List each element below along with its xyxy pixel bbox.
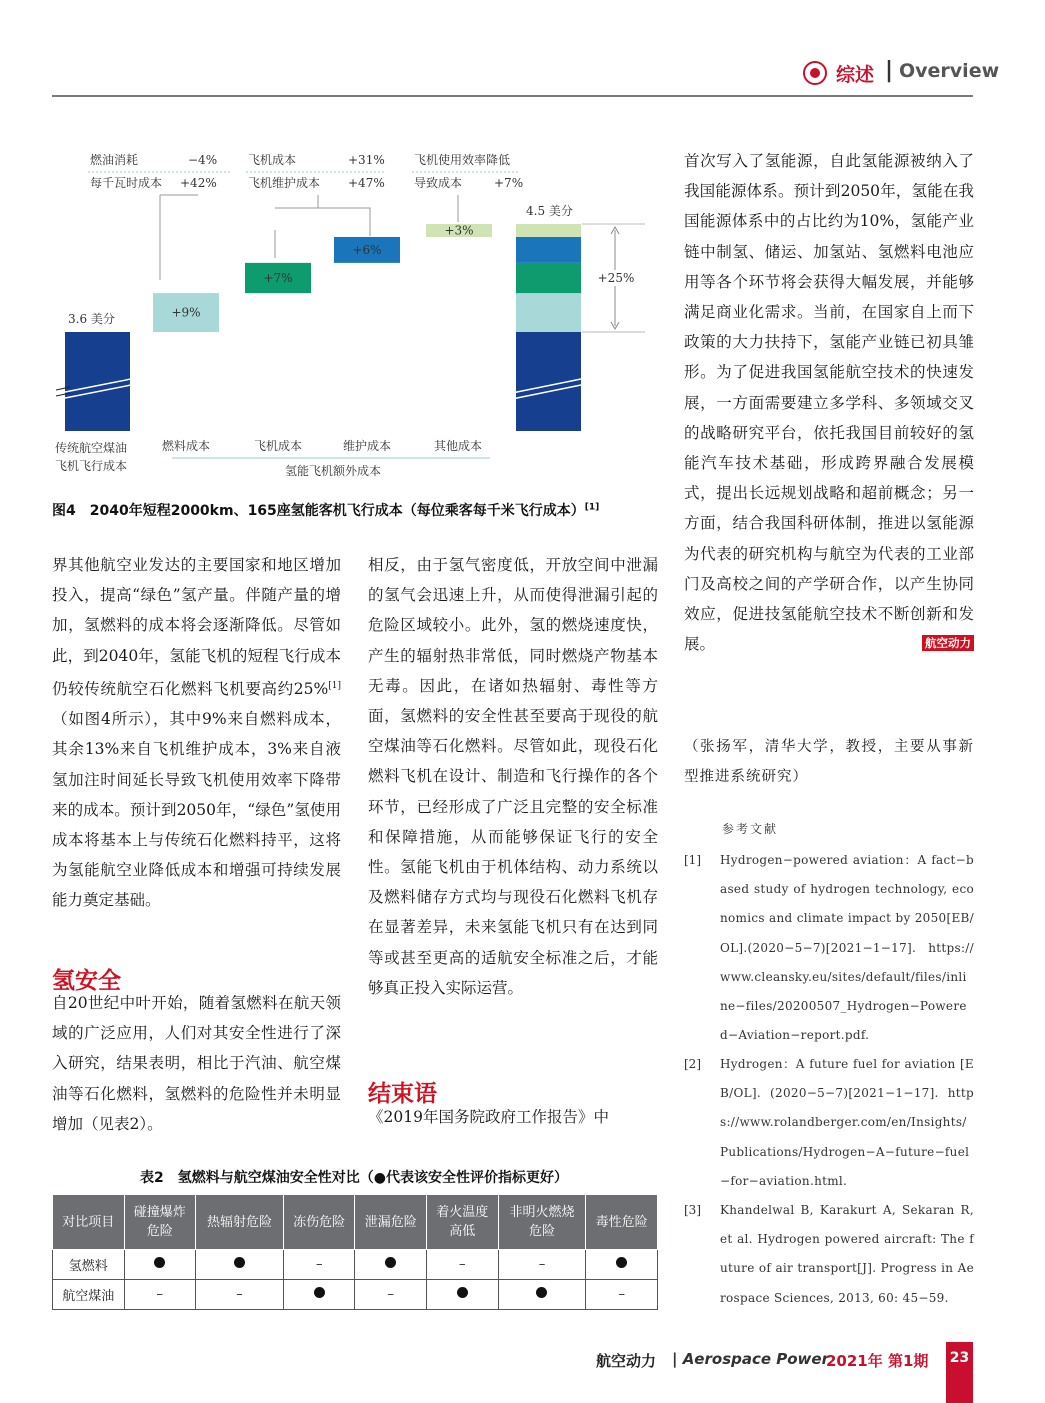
table-header-cell: 毒性危险 [586,1195,658,1250]
section-heading-safety: 氢安全 [52,968,121,994]
table-caption: 表2 氢燃料与航空煤油安全性对比（●代表该安全性评价指标更好） [140,1170,568,1186]
label-baseline-line2: 飞机飞行成本 [55,459,128,473]
table-row-label: 航空煤油 [53,1280,125,1310]
label-increment: +3% [444,223,474,238]
header-rule [52,95,973,97]
table-header-cell: 冻伤危险 [283,1195,355,1250]
references-title: 参考文献 [722,822,779,836]
col3-paragraph-1: 首次写入了氢能源，自此氢能源被纳入了我国能源体系。预计到2050年，氢能在我国能源体系中的占比约为10%，氢能产业链中制氢、储运、加氢站、氢燃料电池应用等各个环节将会获得大幅发展，并能够满足商业化需求。当前，在国家自上而下政策的大力扶持下，氢能产业链已初具雏形。为了促进我国氢能航空技术的快速发展，一方面需要建立多学科、多领域交叉的战略研究平台，依托我国目前较好的氢能汽车技术基础，形成跨界融合发展模式，提出长远规划战略和超前概念；另一方面，结合我国科研体制，推进以氢能源为代表的研究机构与航空为代表的工业部门及高校之间的产学研合作，以产生协同效应，促进技氢能航空技术不断创新和发展。 航空动力 [684,152,974,654]
label-baseline-line1: 传统航空煤油 [55,441,128,455]
category-label: 燃料成本 [161,439,211,453]
table-header-cell: 热辐射危险 [196,1195,284,1250]
header-separator: | [885,58,894,83]
reference-item: [1] Hydrogen−powered aviation：A fact−based study of hydrogen technology, economics and climate impact by 2050[EB/OL].(2020−5−7)[2021−1−17]. https://www.cleansky.eu/sites/default/files/inline−files/20200507_Hydrogen−Powered−Aviation−report.pdf. [684,853,974,1043]
table-cell: – [586,1280,658,1310]
category-label: 其他成本 [433,439,483,453]
end-badge: 航空动力 [922,635,974,651]
footer-journal-zh: 航空动力 [596,1352,657,1370]
table-cell: – [355,1280,427,1310]
better-indicator-icon [457,1287,468,1298]
table-row [53,1280,658,1310]
label-extra-cost: 氢能飞机额外成本 [285,464,382,478]
label-start-value: 3.6 美分 [68,312,115,326]
section-heading-conclusion: 结束语 [368,1081,437,1107]
waterfall-chart [50,140,665,490]
value-maintenance-cost: +47% [348,176,385,190]
label-efficiency-drop: 飞机使用效率降低 [414,153,511,167]
label-total-increase: +25% [597,271,635,285]
table-cell: – [283,1250,355,1280]
table-row [53,1250,658,1280]
page-number: 23 [949,1350,970,1366]
label-efficiency-cost: 导致成本 [414,176,463,190]
table-cell [196,1250,284,1280]
section-title-zh: 综述 [836,64,875,86]
table-cell: – [124,1280,196,1310]
better-indicator-icon [385,1257,396,1268]
value-cost-per-kwh: +42% [180,176,217,190]
table-cell: – [498,1250,586,1280]
table-cell [426,1280,498,1310]
safety-comparison-table [52,1194,658,1310]
value-aircraft-cost: +31% [348,153,385,167]
table-header-cell: 非明火燃烧 危险 [498,1195,586,1250]
reference-item: [3] Khandelwal B, Karakurt A, Sekaran R, et al. Hydrogen powered aircraft: The future of air transport[J]. Progress in Aerospace Sciences, 2013, 60: 45−59. [684,1203,974,1305]
bar-final-segment [516,263,581,293]
col1-paragraph-1: 界其他航空业发达的主要国家和地区增加投入，提高“绿色”氢产量。伴随产量的增加，氢燃料的成本将会逐渐降低。尽管如此，到2040年，氢能飞机的短程飞行成本仍较传统航空石化燃料飞机要高约25%[1]（如图4所示），其中9%来自燃料成本，其余13%来自飞机维护成本，3%来自液氢加注时间延长导致飞机使用效率下降带来的成本。预计到2050年，“绿色”氢使用成本将基本上与传统石化燃料持平，这将为氢能航空业降低成本和增强可持续发展能力奠定基础。 [52,556,341,910]
footer-issue: 2021年 第1期 [826,1352,929,1370]
label-maintenance-cost: 飞机维护成本 [248,176,321,190]
label-cost-per-kwh: 每千瓦时成本 [90,176,163,190]
col2-paragraph-2: 《2019年国务院政府工作报告》中 [368,1108,609,1126]
better-indicator-icon [616,1257,627,1268]
table-cell: – [196,1280,284,1310]
better-indicator-icon [314,1287,325,1298]
table-cell: – [426,1250,498,1280]
author-note: （张扬军，清华大学，教授，主要从事新型推进系统研究） [684,739,974,785]
table-row-label: 氢燃料 [53,1250,125,1280]
bar-final-segment [516,293,581,332]
table-header-cell: 对比项目 [53,1195,125,1250]
table-cell [124,1250,196,1280]
figure-caption: 图4 2040年短程2000km、165座氢能客机飞行成本（每位乘客每千米飞行成本）[1] [52,502,600,519]
better-indicator-icon [536,1287,547,1298]
table-cell [586,1250,658,1280]
better-indicator-icon [234,1257,245,1268]
label-end-value: 4.5 美分 [526,204,573,218]
value-fuel-consumption: −4% [188,153,218,167]
category-label: 维护成本 [342,439,392,453]
col1-paragraph-2: 自20世纪中叶开始，随着氢燃料在航天领域的广泛应用，人们对其安全性进行了深入研究，结果表明，相比于汽油、航空煤油等石化燃料，氢燃料的危险性并未明显增加（见表2）。 [52,994,341,1133]
journal-logo-icon [803,61,827,85]
table-header-cell: 碰撞爆炸 危险 [124,1195,196,1250]
label-increment: +6% [352,242,382,257]
table-header-cell: 泄漏危险 [355,1195,427,1250]
value-efficiency-cost: +7% [494,176,524,190]
label-increment: +7% [263,271,293,285]
bar-final-segment [516,237,581,263]
better-indicator-icon [154,1257,165,1268]
table-cell [498,1280,586,1310]
chart-marks [56,203,645,453]
table-header-cell: 着火温度 高低 [426,1195,498,1250]
label-increment: +9% [171,305,201,320]
reference-item: [2] Hydrogen：A future fuel for aviation [EB/OL]. (2020−5−7)[2021−1−17]. https://www.rolandberger.com/en/Insights/Publications/Hydrogen−A−future−fuel−for−aviation.html. [684,1057,974,1188]
label-aircraft-cost: 飞机成本 [248,153,297,167]
footer-journal-en: | Aerospace Power [672,1350,829,1368]
bar-final-segment [516,224,581,237]
col2-paragraph-1: 相反，由于氢气密度低，开放空间中泄漏的氢气会迅速上升，从而使得泄漏引起的危险区域较小。此外，氢的燃烧速度快，产生的辐射热非常低，同时燃烧产物基本无毒。因此，在诸如热辐射、毒性等方面，氢燃料的安全性甚至要高于现役的航空煤油等石化燃料。尽管如此，现役石化燃料飞机在设计、制造和飞行操作的各个环节，已经形成了广泛且完整的安全标准和保障措施，从而能够保证飞行的安全性。氢能飞机由于机体结构、动力系统以及燃料储存方式均与现役石化燃料飞机存在显著差异，未来氢能飞机只有在达到同等或甚至更高的适航安全标准之后，才能够真正投入实际运营。 [368,556,658,997]
category-label: 飞机成本 [253,439,303,453]
section-title-en: Overview [899,60,1000,82]
label-fuel-consumption: 燃油消耗 [90,153,139,167]
table-cell [355,1250,427,1280]
table-cell [283,1280,355,1310]
